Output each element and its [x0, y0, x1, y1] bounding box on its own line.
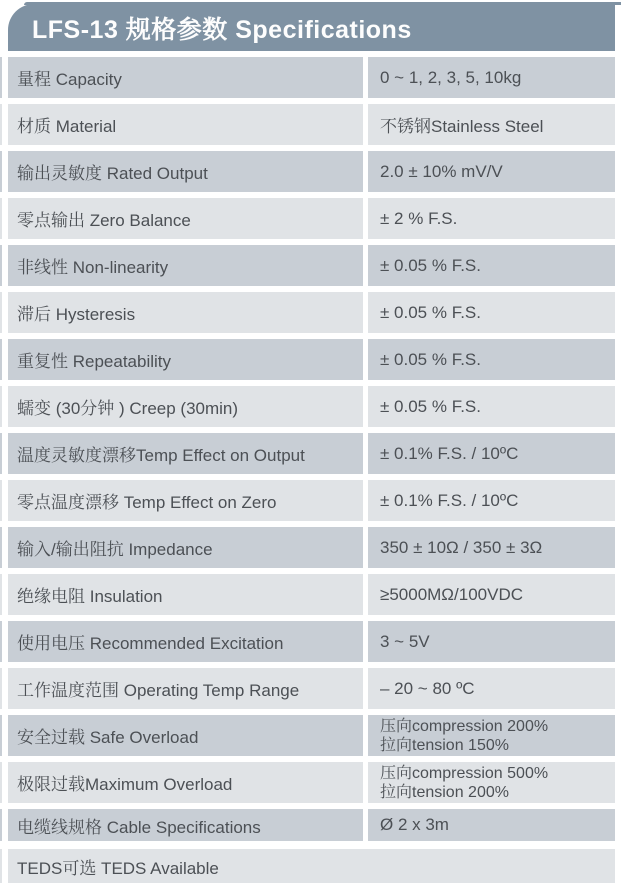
- spec-label: 重复性 Repeatability: [17, 352, 172, 371]
- spec-label-cell: [8, 480, 363, 521]
- spec-value-cell: [368, 433, 615, 474]
- spec-value-cell: [368, 292, 615, 333]
- spec-value-cell: [368, 245, 615, 286]
- spec-value: ± 2 % F.S.: [380, 208, 458, 228]
- spec-label-cell: [8, 104, 363, 145]
- row-edge-sliver: [0, 245, 2, 286]
- spec-label: 量程 Capacity: [17, 70, 122, 89]
- table-row: [0, 527, 621, 568]
- page-title: LFS-13 规格参数 Specifications: [32, 15, 412, 44]
- spec-value: ± 0.05 % F.S.: [380, 349, 481, 369]
- spec-value: ≥5000MΩ/100VDC: [380, 584, 523, 604]
- spec-label-cell: [8, 668, 363, 709]
- spec-label-cell: [8, 245, 363, 286]
- row-edge-sliver: [0, 809, 2, 841]
- spec-label-cell: [8, 386, 363, 427]
- row-edge-sliver: [0, 480, 2, 521]
- spec-label-cell: [8, 621, 363, 662]
- table-row: [0, 386, 621, 427]
- spec-value: ± 0.1% F.S. / 10ºC: [380, 490, 519, 510]
- spec-value-cell: [368, 668, 615, 709]
- spec-label-cell: [8, 527, 363, 568]
- spec-label: 蠕变 (30分钟 ) Creep (30min): [17, 399, 239, 418]
- spec-value: 350 ± 10Ω / 350 ± 3Ω: [380, 537, 543, 557]
- header-bar: [8, 4, 615, 51]
- spec-label-cell: [8, 715, 363, 756]
- table-row: [0, 809, 621, 841]
- spec-label: 温度灵敏度漂移Temp Effect on Output: [17, 446, 305, 465]
- row-edge-sliver: [0, 386, 2, 427]
- spec-value-cell: [368, 715, 615, 756]
- table-row: [0, 245, 621, 286]
- table-row: [0, 57, 621, 98]
- row-edge-sliver: [0, 621, 2, 662]
- table-row: [0, 849, 621, 883]
- spec-value-cell: [368, 480, 615, 521]
- spec-label-cell: [8, 339, 363, 380]
- spec-value-cell: [368, 339, 615, 380]
- table-row: [0, 621, 621, 662]
- spec-table: [0, 57, 621, 889]
- spec-label-cell: [8, 151, 363, 192]
- row-edge-sliver: [0, 433, 2, 474]
- row-edge-sliver: [0, 57, 2, 98]
- value-line: 拉向tension 200%: [380, 783, 509, 801]
- spec-value: Ø 2 x 3m: [380, 815, 449, 834]
- row-edge-sliver: [0, 339, 2, 380]
- row-edge-sliver: [0, 762, 2, 803]
- spec-value: 2.0 ± 10% mV/V: [380, 161, 503, 181]
- spec-value-cell: [368, 527, 615, 568]
- spec-value: 0 ~ 1, 2, 3, 5, 10kg: [380, 67, 522, 87]
- spec-label-cell: [8, 198, 363, 239]
- table-row: [0, 715, 621, 756]
- spec-label: 使用电压 Recommended Excitation: [17, 634, 284, 653]
- value-line: 拉向tension 150%: [380, 736, 509, 754]
- spec-label: TEDS可选 TEDS Available: [17, 858, 219, 878]
- spec-label: 材质 Material: [17, 117, 117, 136]
- spec-value: – 20 ~ 80 ºC: [380, 678, 475, 698]
- table-row: [0, 574, 621, 615]
- row-edge-sliver: [0, 104, 2, 145]
- spec-label: 绝缘电阻 Insulation: [17, 587, 163, 606]
- row-edge-sliver: [0, 292, 2, 333]
- row-edge-sliver: [0, 715, 2, 756]
- spec-value: 不锈钢Stainless Steel: [380, 117, 544, 136]
- spec-label: 零点温度漂移 Temp Effect on Zero: [17, 493, 277, 512]
- row-edge-sliver: [0, 198, 2, 239]
- spec-label: 滞后 Hysteresis: [17, 305, 136, 324]
- spec-label: 输出灵敏度 Rated Output: [17, 164, 208, 183]
- row-edge-sliver: [0, 849, 2, 883]
- table-row: [0, 433, 621, 474]
- spec-label: 工作温度范围 Operating Temp Range: [17, 681, 300, 700]
- row-edge-sliver: [0, 574, 2, 615]
- spec-value-cell: [368, 809, 615, 841]
- table-row: [0, 292, 621, 333]
- table-row: [0, 480, 621, 521]
- spec-value: ± 0.05 % F.S.: [380, 302, 481, 322]
- spec-value: ± 0.05 % F.S.: [380, 396, 481, 416]
- spec-value: 3 ~ 5V: [380, 631, 430, 651]
- table-row: [0, 104, 621, 145]
- spec-value-cell: [368, 386, 615, 427]
- spec-value-cell: [368, 574, 615, 615]
- spec-label-cell: [8, 433, 363, 474]
- spec-label: 电缆线规格 Cable Specifications: [17, 817, 261, 837]
- spec-label-cell: [8, 762, 363, 803]
- spec-label-cell: [8, 809, 363, 841]
- table-row: [0, 339, 621, 380]
- spec-value-cell: [368, 104, 615, 145]
- spec-label: 非线性 Non-linearity: [17, 258, 169, 277]
- table-row: [0, 668, 621, 709]
- table-row: [0, 762, 621, 803]
- spec-value-cell: [368, 151, 615, 192]
- spec-label: 零点输出 Zero Balance: [17, 211, 191, 230]
- table-row: [0, 151, 621, 192]
- spec-label-cell: [8, 849, 615, 883]
- spec-value-cell: [368, 621, 615, 662]
- spec-label-cell: [8, 57, 363, 98]
- spec-value-cell: [368, 57, 615, 98]
- spec-label: 安全过载 Safe Overload: [17, 728, 199, 747]
- value-line: 压向compression 500%: [380, 764, 549, 782]
- spec-value: ± 0.1% F.S. / 10ºC: [380, 443, 519, 463]
- row-edge-sliver: [0, 527, 2, 568]
- spec-label-cell: [8, 574, 363, 615]
- spec-label-cell: [8, 292, 363, 333]
- row-edge-sliver: [0, 151, 2, 192]
- value-line: 压向compression 200%: [380, 717, 549, 735]
- spec-label: 极限过载Maximum Overload: [17, 775, 233, 794]
- spec-label: 输入/输出阻抗 Impedance: [17, 540, 213, 559]
- table-row: [0, 198, 621, 239]
- spec-value: ± 0.05 % F.S.: [380, 255, 481, 275]
- row-edge-sliver: [0, 668, 2, 709]
- spec-value-cell: [368, 762, 615, 803]
- spec-value-cell: [368, 198, 615, 239]
